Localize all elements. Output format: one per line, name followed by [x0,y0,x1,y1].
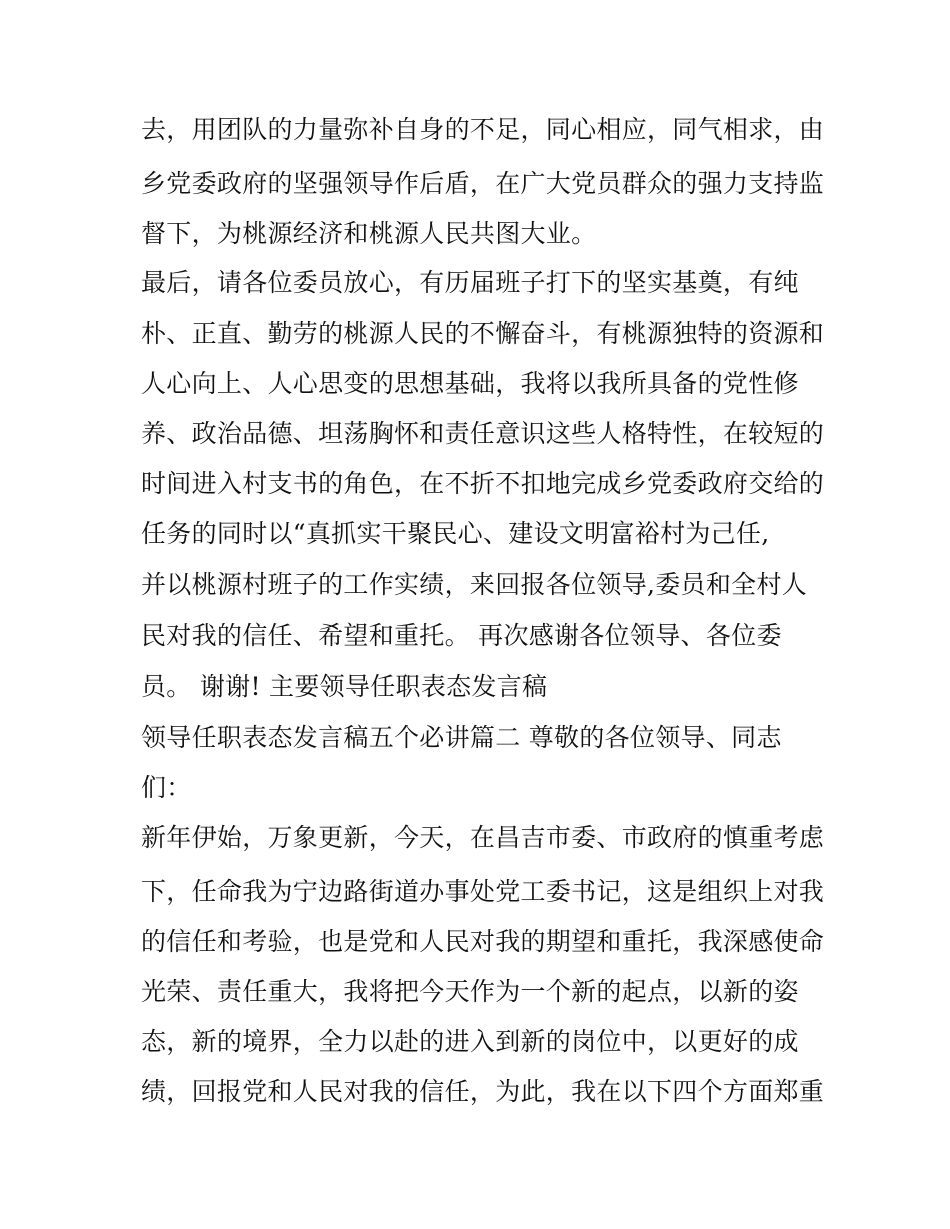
text-line: 们： [141,773,192,802]
text-line: 任务的同时以“真抓实干聚民心、建设文明富裕村为己任, [141,519,770,548]
text-line: 新年伊始，万象更新，今天，在昌吉市委、市政府的慎重考虑 [141,823,825,852]
text-line: 养、政治品德、坦荡胸怀和责任意识这些人格特性，在较短的 [141,419,825,448]
text-line: 绩，回报党和人民对我的信任，为此，我在以下四个方面郑重 [141,1077,825,1106]
text-line: 下，任命我为宁边路街道办事处党工委书记，这是组织上对我 [141,877,825,906]
text-line: 去，用团队的力量弥补自身的不足，同心相应，同气相求，由 [141,115,825,144]
text-line: 态，新的境界，全力以赴的进入到新的岗位中，以更好的成 [141,1027,799,1056]
text-line: 朴、正直、勤劳的桃源人民的不懈奋斗，有桃源独特的资源和 [141,319,825,348]
text-line: 时间进入村支书的角色，在不折不扣地完成乡党委政府交给的 [141,469,825,498]
text-line: 最后，请各位委员放心，有历届班子打下的坚实基奠，有纯 [141,268,799,297]
text-line: 的信任和考验，也是党和人民对我的期望和重托，我深感使命 [141,927,825,956]
text-line: 领导任职表态发言稿五个必讲篇二 尊敬的各位领导、同志 [141,723,782,752]
text-line: 并以桃源村班子的工作实绩，来回报各位领导,委员和全村人 [141,570,808,599]
text-line: 人心向上、人心思变的思想基础，我将以我所具备的党性修 [141,369,799,398]
text-line: 乡党委政府的坚强领导作后盾，在广大党员群众的强力支持监 [141,169,825,198]
text-line: 光荣、责任重大，我将把今天作为一个新的起点，以新的姿 [141,977,799,1006]
text-line: 督下，为桃源经济和桃源人民共图大业。 [141,219,597,248]
text-line: 民对我的信任、希望和重托。 再次感谢各位领导、各位委 [141,621,782,650]
text-line: 员。 谢谢! 主要领导任职表态发言稿 [141,672,548,701]
